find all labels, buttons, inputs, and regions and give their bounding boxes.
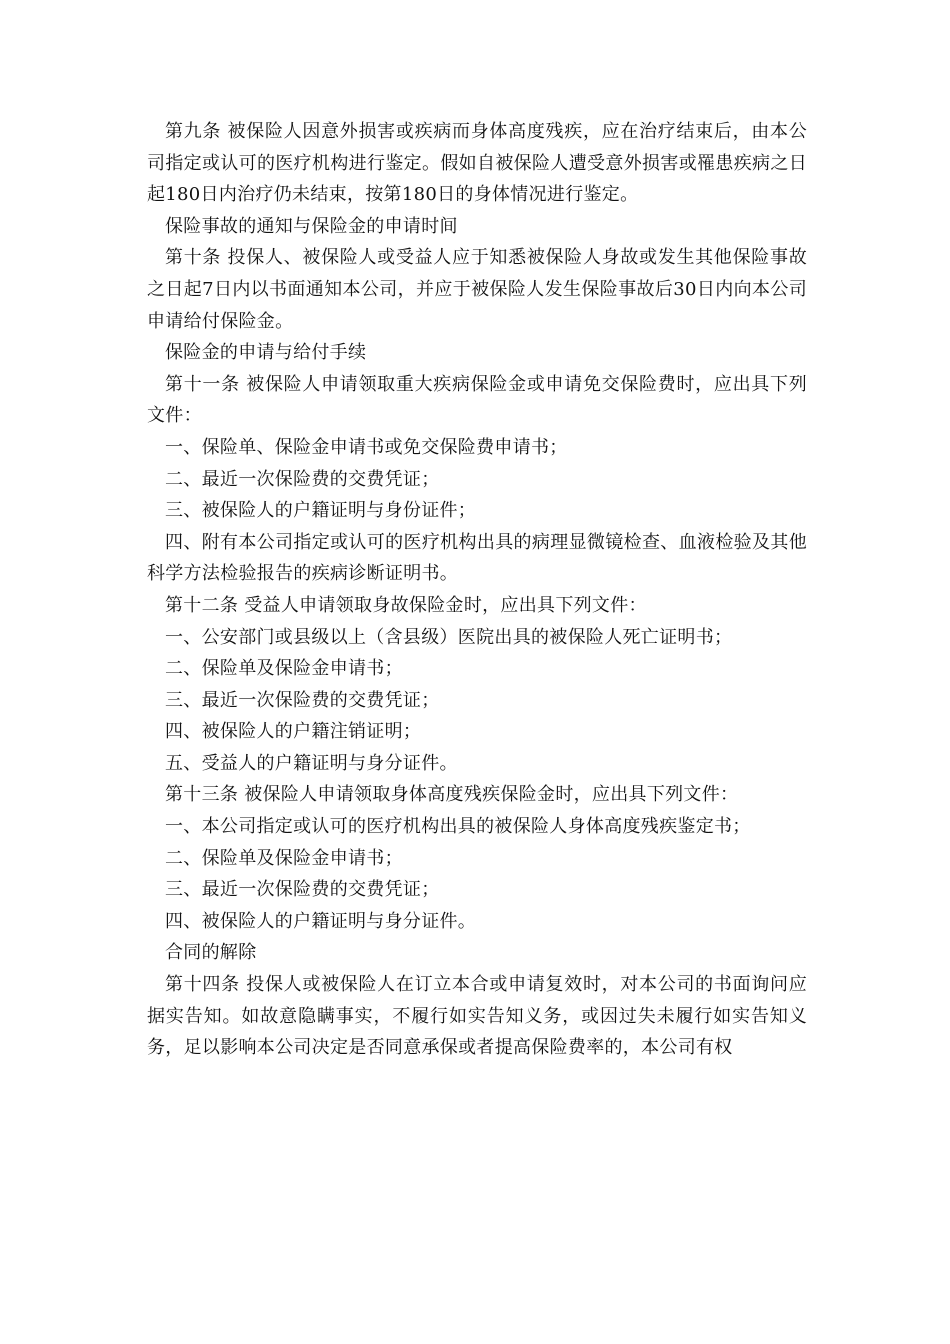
section-heading-notice: 保险事故的通知与保险金的申请时间 [165, 215, 458, 237]
list-item: 三、最近一次保险费的交费凭证； [165, 879, 440, 901]
list-item: 一、本公司指定或认可的医疗机构出具的被保险人身体高度残疾鉴定书； [165, 816, 751, 838]
document-body [147, 116, 807, 1064]
list-item: 二、保险单及保险金申请书； [165, 658, 403, 680]
list-item: 三、被保险人的户籍证明与身份证件； [165, 500, 477, 522]
list-item: 一、公安部门或县级以上（含县级）医院出具的被保险人死亡证明书； [165, 626, 733, 648]
list-item: 四、附有本公司指定或认可的医疗机构出具的病理显微镜检查、血液检验及其他科学方法检验报告的疾病诊断证明书。 [147, 531, 807, 585]
paragraph-article-9: 第九条 被保险人因意外损害或疾病而身体高度残疾，应在治疗结束后，由本公司指定或认可的医疗机构进行鉴定。假如自被保险人遭受意外损害或罹患疾病之日起180日内治疗仍未结束，按第180日的身体情况进行鉴定。 [147, 121, 807, 206]
list-item: 二、保险单及保险金申请书； [165, 847, 403, 869]
paragraph-article-13: 第十三条 被保险人申请领取身体高度残疾保险金时，应出具下列文件： [165, 784, 739, 806]
list-item: 二、最近一次保险费的交费凭证； [165, 468, 440, 490]
list-item: 四、被保险人的户籍注销证明； [165, 721, 422, 743]
section-heading-termination: 合同的解除 [165, 942, 257, 964]
list-item: 三、最近一次保险费的交费凭证； [165, 689, 440, 711]
paragraph-article-14: 第十四条 投保人或被保险人在订立本合或申请复效时，对本公司的书面询问应据实告知。如故意隐瞒事实，不履行如实告知义务，或因过失未履行如实告知义务，足以影响本公司决定是否同意承保或者提高保险费率的，本公司有权 [147, 974, 807, 1059]
list-item: 一、保险单、保险金申请书或免交保险费申请书； [165, 436, 568, 458]
section-heading-claim-procedure: 保险金的申请与给付手续 [165, 342, 367, 364]
list-item: 四、被保险人的户籍证明与身分证件。 [165, 910, 477, 932]
list-item: 五、受益人的户籍证明与身分证件。 [165, 752, 458, 774]
paragraph-article-11: 第十一条 被保险人申请领取重大疾病保险金或申请免交保险费时，应出具下列文件： [147, 373, 807, 427]
paragraph-article-10: 第十条 投保人、被保险人或受益人应于知悉被保险人身故或发生其他保险事故之日起7日内以书面通知本公司，并应于被保险人发生保险事故后30日内向本公司申请给付保险金。 [147, 247, 807, 332]
paragraph-article-12: 第十二条 受益人申请领取身故保险金时，应出具下列文件： [165, 594, 647, 616]
